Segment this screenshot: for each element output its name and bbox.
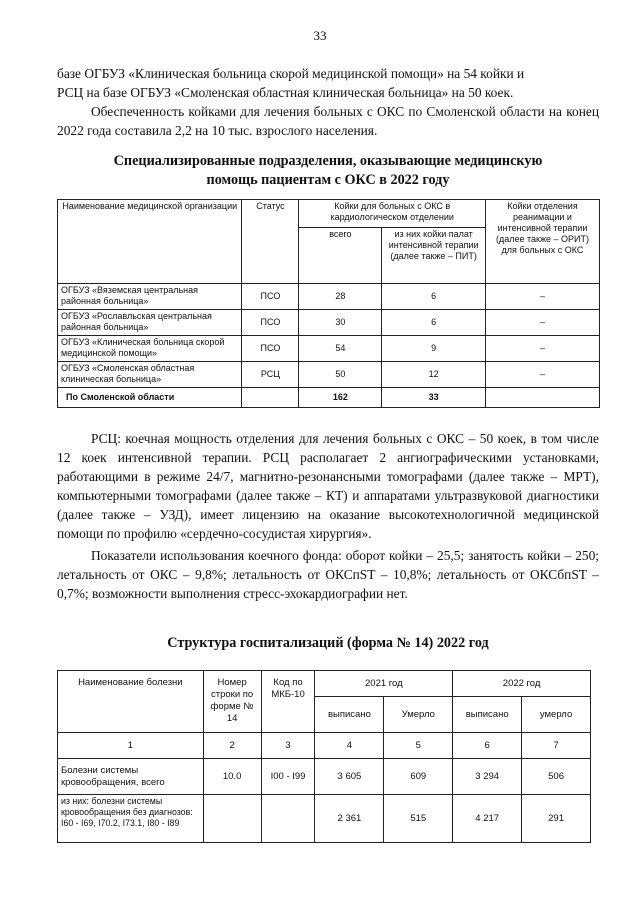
discharged-2021-cell: 3 605 <box>315 759 384 795</box>
org-name: ОГБУЗ «Клиническая больница скорой медицинской помощи» <box>58 336 242 362</box>
row-number-cell <box>203 795 261 843</box>
header-beds-group: Койки для больных с ОКС в кардиологическом отделении <box>299 200 486 228</box>
table1-title-line-1: Специализированные подразделения, оказывающие медицинскую <box>113 153 543 169</box>
header-died-2021: Умерло <box>384 697 453 733</box>
column-number: 6 <box>453 733 522 759</box>
header-year-2022: 2022 год <box>453 671 591 697</box>
column-number: 3 <box>261 733 315 759</box>
table1-title-line-2: помощь пациентам с ОКС в 2022 году <box>206 172 450 188</box>
provision-paragraph: Обеспеченность койками для лечения больных с ОКС по Смоленской области на конец 2022 года составила 2,2 на 10 тыс. взрослого населения. <box>57 104 599 138</box>
table2-title: Структура госпитализаций (форма № 14) 2022 год <box>167 635 489 651</box>
beds-pit-cell: 12 <box>382 362 486 388</box>
column-number: 7 <box>522 733 591 759</box>
status-cell: ПСО <box>242 310 299 336</box>
icd-code-cell: I00 - I99 <box>261 759 315 795</box>
discharged-2021-cell: 2 361 <box>315 795 384 843</box>
discharged-2022-cell: 4 217 <box>453 795 522 843</box>
died-2022-cell: 291 <box>522 795 591 843</box>
orit-cell: – <box>485 310 599 336</box>
org-name: ОГБУЗ «Рославльская центральная районная больница» <box>58 310 242 336</box>
header-status: Статус <box>242 200 299 284</box>
status-cell: ПСО <box>242 336 299 362</box>
header-beds-pit: из них койки палат интенсивной терапии (далее также – ПИТ) <box>382 228 486 284</box>
beds-total-cell: 50 <box>299 362 382 388</box>
died-2021-cell: 515 <box>384 795 453 843</box>
table-row <box>58 336 600 362</box>
column-number: 4 <box>315 733 384 759</box>
header-died-2022: умерло <box>522 697 591 733</box>
beds-total-cell: 28 <box>299 284 382 310</box>
page-number: 33 <box>313 28 327 43</box>
header-org: Наименование медицинской организации <box>58 200 242 284</box>
column-number: 2 <box>203 733 261 759</box>
indicators-paragraph: Показатели использования коечного фонда: оборот койки – 25,5; занятость койки – 250; летальность от ОКС – 9,8%; летальность от ОКСпST – 10,8%; летальность от ОКСбпST – 0,7%; возможности выполнения стресс-эхокардиографии нет. <box>57 548 599 601</box>
header-beds-total: всего <box>299 228 382 284</box>
header-discharged-2022: выписано <box>453 697 522 733</box>
rsc-paragraph: РСЦ: коечная мощность отделения для лечения больных с ОКС – 50 коек, в том числе 12 коек интенсивной терапии. РСЦ располагает 2 ангиографическими установками, работающими в режиме 24/7, магнитно-резонансными томографами (далее также – МРТ), компьютерными томографами (далее также – КТ) и аппаратами ультразвуковой диагностики (далее также – УЗД), имеет лицензию на оказание высокотехнологичной медицинской помощи по профилю «сердечно-сосудистая хирургия». <box>57 431 599 541</box>
status-cell: РСЦ <box>242 362 299 388</box>
hospitalization-table <box>57 670 591 843</box>
total-row <box>58 388 600 408</box>
died-2022-cell: 506 <box>522 759 591 795</box>
intro-line-1: базе ОГБУЗ «Клиническая больница скорой медицинской помощи» на 54 койки и <box>57 66 525 81</box>
beds-total-cell: 54 <box>299 336 382 362</box>
orit-cell: – <box>485 284 599 310</box>
header-discharged-2021: выписано <box>315 697 384 733</box>
beds-total-cell: 30 <box>299 310 382 336</box>
intro-line-2: РСЦ на базе ОГБУЗ «Смоленская областная клиническая больница» на 50 коек. <box>57 85 514 100</box>
header-icd: Код по МКБ-10 <box>261 671 315 733</box>
total-beds-cell: 162 <box>299 388 382 408</box>
total-label: По Смоленской области <box>58 388 242 408</box>
column-number-row <box>58 733 591 759</box>
disease-name: Болезни системы кровообращения, всего <box>58 759 204 795</box>
total-orit-cell <box>485 388 599 408</box>
orit-cell: – <box>485 336 599 362</box>
beds-pit-cell: 9 <box>382 336 486 362</box>
orit-cell: – <box>485 362 599 388</box>
beds-pit-cell: 6 <box>382 310 486 336</box>
header-row-no: Номер строки по форме № 14 <box>203 671 261 733</box>
icd-code-cell <box>261 795 315 843</box>
header-year-2021: 2021 год <box>315 671 453 697</box>
total-status-cell <box>242 388 299 408</box>
row-number-cell: 10.0 <box>203 759 261 795</box>
column-number: 5 <box>384 733 453 759</box>
beds-pit-cell: 6 <box>382 284 486 310</box>
status-cell: ПСО <box>242 284 299 310</box>
specialized-units-table <box>57 199 600 408</box>
table-row <box>58 795 591 843</box>
table-row <box>58 759 591 795</box>
org-name: ОГБУЗ «Вяземская центральная районная больница» <box>58 284 242 310</box>
table-row <box>58 284 600 310</box>
org-name: ОГБУЗ «Смоленская областная клиническая больница» <box>58 362 242 388</box>
total-pit-cell: 33 <box>382 388 486 408</box>
column-number: 1 <box>58 733 204 759</box>
table-row <box>58 310 600 336</box>
discharged-2022-cell: 3 294 <box>453 759 522 795</box>
header-disease: Наименование болезни <box>58 671 204 733</box>
header-orit: Койки отделения реанимации и интенсивной терапии (далее также – ОРИТ) для больных с ОКС <box>485 200 599 284</box>
table-row <box>58 362 600 388</box>
disease-name: из них: болезни системы кровообращения без диагнозов: I60 - I69, I70.2, I73.1, I80 - I89 <box>58 795 204 843</box>
died-2021-cell: 609 <box>384 759 453 795</box>
